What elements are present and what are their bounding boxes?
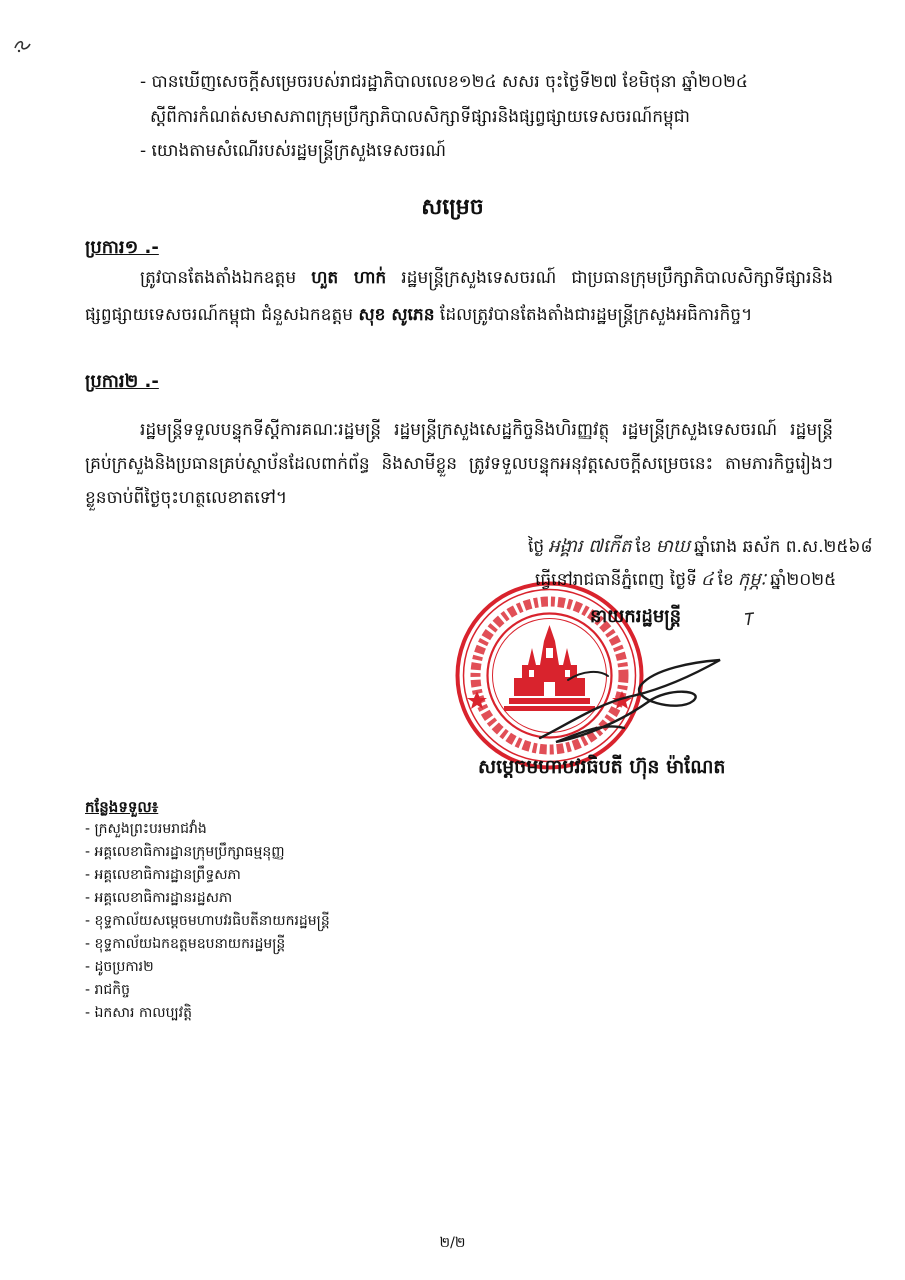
list-item: - ខុទ្ទកាល័យសម្តេចមហាបវរធិបតីនាយករដ្ឋមន្ត្រី <box>85 913 330 929</box>
list-item: - ដូចប្រការ២ <box>85 959 154 975</box>
lunar-month-handwritten: មាឃ <box>655 536 690 557</box>
page-number: ២/២ <box>439 1235 466 1251</box>
list-item: - អគ្គលេខាធិការដ្ឋានរដ្ឋសភា <box>85 890 233 906</box>
lunar-day-handwritten: អង្គារ ៧កើត <box>548 536 632 557</box>
article-1-text-before: ត្រូវបានតែងតាំងឯកឧត្តម <box>140 268 297 288</box>
list-item: - អគ្គលេខាធិការដ្ឋានព្រឹទ្ធសភា <box>85 867 241 883</box>
replaced-name: សុខ សូភេន <box>358 305 435 325</box>
tick-mark-icon <box>742 610 758 628</box>
article-1-text-after: ដែលត្រូវបានតែងតាំងជារដ្ឋមន្ត្រីក្រសួងអធិការកិច្ច។ <box>439 305 753 325</box>
list-item: - រាជកិច្ច <box>85 982 131 998</box>
preamble-line-1: - បានឃើញសេចក្តីសម្រេចរបស់រាជរដ្ឋាភិបាលលេខ១២៤ សសរ ចុះថ្ងៃទី២៧ ខែមិថុនា ឆ្នាំ២០២៤ <box>140 72 748 92</box>
month-label: ខែ <box>635 537 652 557</box>
lunar-year: ឆ្នាំរោង ឆស័ក ព.ស.២៥៦៨ <box>694 537 873 557</box>
preamble-line-2: ស្តីពីការកំណត់សមាសភាពក្រុមប្រឹក្សាភិបាលសិក្សាទីផ្សារនិងផ្សព្វផ្សាយទេសចរណ៍កម្ពុជា <box>150 107 690 127</box>
article-1-text-middle: រដ្ឋមន្ត្រីក្រសួងទេសចរណ៍ ជាប្រធានក្រុមប្រឹក្សាភិបាលសិក្សាទីផ្សារនិងផ្សព្វផ្សាយទេសចរណ៍កម្ពុជា ជំនួសឯកឧត្តម <box>85 268 833 325</box>
signature <box>528 640 733 752</box>
lunar-date-line <box>528 533 873 561</box>
recipients-title: កន្លែងទទួល៖ <box>85 798 159 816</box>
list-item: - ឯកសារ កាលប្បវត្តិ <box>85 1005 192 1021</box>
list-item: - អគ្គលេខាធិការដ្ឋានក្រុមប្រឹក្សាធម្មនុញ្ញ <box>85 844 285 860</box>
prime-minister-name: សម្តេចមហាបវរធិបតី ហ៊ុន ម៉ាណែត <box>478 756 726 778</box>
day-label: ថ្ងៃ <box>528 537 545 557</box>
article-1-text <box>85 260 833 374</box>
day-handwritten: ៤ <box>700 569 714 590</box>
preamble-line-3: - យោងតាមសំណើរបស់រដ្ឋមន្ត្រីក្រសួងទេសចរណ៍ <box>140 141 446 161</box>
article-2-text: រដ្ឋមន្ត្រីទទួលបន្ទុកទីស្តីការគណៈរដ្ឋមន្ត្រី រដ្ឋមន្ត្រីក្រសួងសេដ្ឋកិច្ចនិងហិរញ្ញវត្ថុ រដ្ឋមន្ត្រីក្រសួងទេសចរណ៍ រដ្ឋមន្ត្រីគ្រប់ក្រសួងនិងប្រធានគ្រប់ស្ថាប័នដែលពាក់ព័ន្ធ និងសាមីខ្លួន ត្រូវទទួលបន្ទុកអនុវត្តសេចក្តីសម្រេចនេះ តាមភារកិច្ចរៀងៗខ្លួនចាប់ពីថ្ងៃចុះហត្ថលេខាតទៅ។ <box>85 420 833 508</box>
article-2-label: ប្រការ២ .- <box>85 371 159 392</box>
prime-minister-title: នាយករដ្ឋមន្ត្រី <box>590 606 682 627</box>
month-label-2: ខែ <box>717 570 734 590</box>
list-item: - ខុទ្ទកាល័យឯកឧត្តមឧបនាយករដ្ឋមន្ត្រី <box>85 936 286 952</box>
list-item: - ក្រសួងព្រះបរមរាជវាំង <box>85 821 207 837</box>
year: ឆ្នាំ២០២៥ <box>770 570 837 590</box>
recipients-list <box>85 818 485 1025</box>
month-handwritten: កុម្ភៈ <box>737 569 767 590</box>
appointed-name: ហួត ហាក់ <box>311 268 387 288</box>
decision-heading: សម្រេច <box>421 195 484 220</box>
article-1-label: ប្រការ១ .- <box>85 237 159 258</box>
margin-mark-icon <box>12 36 34 54</box>
place-label: ធ្វើនៅរាជធានីភ្នំពេញ ថ្ងៃទី <box>535 570 697 590</box>
